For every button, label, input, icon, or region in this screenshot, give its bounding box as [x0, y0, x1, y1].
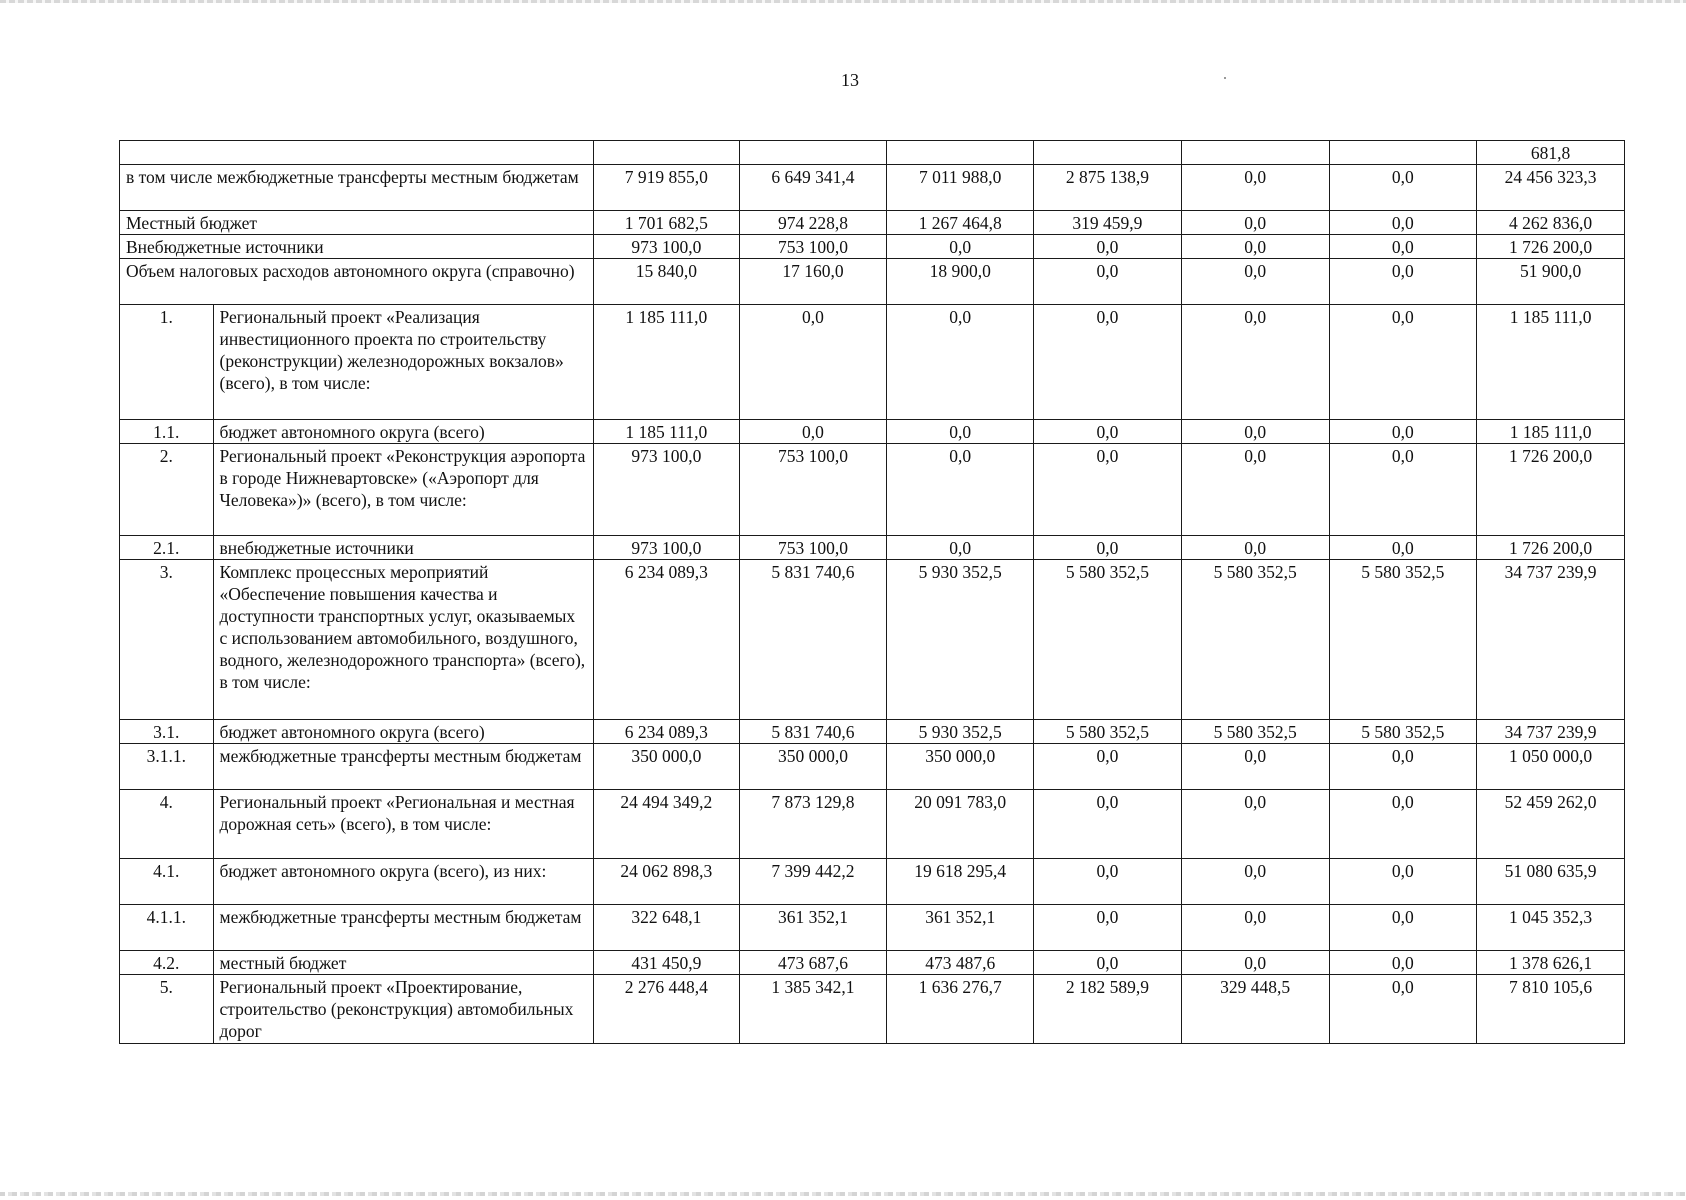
row-value: 0,0	[1181, 951, 1329, 975]
row-value: 0,0	[1034, 744, 1182, 790]
row-value: 973 100,0	[594, 444, 740, 536]
row-value: 19 618 295,4	[887, 859, 1034, 905]
row-name: местный бюджет	[213, 951, 594, 975]
row-value: 0,0	[739, 305, 887, 420]
row-value: 20 091 783,0	[887, 790, 1034, 859]
table-row	[120, 444, 1625, 536]
row-value: 5 930 352,5	[887, 560, 1034, 720]
row-value	[1329, 141, 1477, 165]
row-value: 0,0	[1034, 444, 1182, 536]
row-value: 0,0	[1329, 211, 1477, 235]
row-number: 3.	[120, 560, 214, 720]
row-value: 0,0	[887, 420, 1034, 444]
table-row	[120, 720, 1625, 744]
row-value: 2 875 138,9	[1034, 165, 1182, 211]
row-value: 0,0	[1034, 235, 1182, 259]
row-value: 0,0	[1181, 211, 1329, 235]
row-total: 34 737 239,9	[1477, 560, 1625, 720]
row-total: 681,8	[1477, 141, 1625, 165]
row-total: 34 737 239,9	[1477, 720, 1625, 744]
row-value: 0,0	[739, 420, 887, 444]
row-value: 361 352,1	[887, 905, 1034, 951]
row-value: 0,0	[1329, 951, 1477, 975]
table-row	[120, 305, 1625, 420]
row-name: в том числе межбюджетные трансферты местным бюджетам	[120, 165, 594, 211]
row-value: 0,0	[1034, 790, 1182, 859]
row-value: 6 234 089,3	[594, 560, 740, 720]
row-value: 15 840,0	[594, 259, 740, 305]
row-value: 350 000,0	[739, 744, 887, 790]
row-total: 51 080 635,9	[1477, 859, 1625, 905]
row-value: 0,0	[1329, 975, 1477, 1044]
row-name: бюджет автономного округа (всего)	[213, 720, 594, 744]
row-value: 0,0	[1329, 744, 1477, 790]
row-number: 4.2.	[120, 951, 214, 975]
row-total: 1 050 000,0	[1477, 744, 1625, 790]
row-value: 0,0	[1181, 859, 1329, 905]
row-value: 7 399 442,2	[739, 859, 887, 905]
row-name: Внебюджетные источники	[120, 235, 594, 259]
row-value	[1181, 141, 1329, 165]
row-number: 4.1.	[120, 859, 214, 905]
row-value: 6 649 341,4	[739, 165, 887, 211]
table-row	[120, 235, 1625, 259]
row-number: 4.1.1.	[120, 905, 214, 951]
row-value: 5 831 740,6	[739, 560, 887, 720]
row-name: бюджет автономного округа (всего)	[213, 420, 594, 444]
row-value	[594, 141, 740, 165]
row-value: 2 182 589,9	[1034, 975, 1182, 1044]
row-total: 1 378 626,1	[1477, 951, 1625, 975]
row-value	[887, 141, 1034, 165]
row-value: 0,0	[1034, 905, 1182, 951]
table-row	[120, 165, 1625, 211]
row-value: 0,0	[1181, 744, 1329, 790]
row-value: 0,0	[887, 444, 1034, 536]
row-value: 1 267 464,8	[887, 211, 1034, 235]
row-total: 1 045 352,3	[1477, 905, 1625, 951]
row-value: 431 450,9	[594, 951, 740, 975]
row-value: 5 580 352,5	[1181, 720, 1329, 744]
scan-speck	[1224, 77, 1226, 79]
row-number: 2.	[120, 444, 214, 536]
row-number: 2.1.	[120, 536, 214, 560]
row-value: 0,0	[1329, 165, 1477, 211]
row-value: 0,0	[1329, 259, 1477, 305]
row-value: 0,0	[1181, 790, 1329, 859]
row-value: 24 494 349,2	[594, 790, 740, 859]
row-value: 753 100,0	[739, 536, 887, 560]
row-name: Региональный проект «Реализация инвестиционного проекта по строительству (реконструкции) железнодорожных вокзалов» (всего), в том числе:	[213, 305, 594, 420]
row-value: 329 448,5	[1181, 975, 1329, 1044]
row-value: 753 100,0	[739, 235, 887, 259]
row-name: межбюджетные трансферты местным бюджетам	[213, 744, 594, 790]
table-row	[120, 859, 1625, 905]
row-value: 0,0	[1034, 420, 1182, 444]
row-value: 1 385 342,1	[739, 975, 887, 1044]
row-value: 17 160,0	[739, 259, 887, 305]
row-value: 973 100,0	[594, 235, 740, 259]
row-total: 7 810 105,6	[1477, 975, 1625, 1044]
table-row	[120, 211, 1625, 235]
row-value: 0,0	[1181, 905, 1329, 951]
row-name	[120, 141, 594, 165]
row-value: 7 873 129,8	[739, 790, 887, 859]
row-value: 1 185 111,0	[594, 305, 740, 420]
row-name: Региональный проект «Региональная и местная дорожная сеть» (всего), в том числе:	[213, 790, 594, 859]
row-value: 5 580 352,5	[1329, 720, 1477, 744]
row-value: 1 185 111,0	[594, 420, 740, 444]
row-value: 473 687,6	[739, 951, 887, 975]
row-value: 18 900,0	[887, 259, 1034, 305]
row-value: 0,0	[887, 536, 1034, 560]
row-total: 1 185 111,0	[1477, 420, 1625, 444]
row-total: 1 185 111,0	[1477, 305, 1625, 420]
table-row	[120, 560, 1625, 720]
row-value: 361 352,1	[739, 905, 887, 951]
row-total: 24 456 323,3	[1477, 165, 1625, 211]
row-number: 3.1.1.	[120, 744, 214, 790]
row-value: 0,0	[887, 235, 1034, 259]
row-total: 51 900,0	[1477, 259, 1625, 305]
row-value: 0,0	[1329, 790, 1477, 859]
row-value: 974 228,8	[739, 211, 887, 235]
row-value: 5 831 740,6	[739, 720, 887, 744]
row-value: 6 234 089,3	[594, 720, 740, 744]
row-value: 0,0	[1181, 259, 1329, 305]
row-value: 753 100,0	[739, 444, 887, 536]
row-value: 0,0	[1329, 859, 1477, 905]
row-value	[1034, 141, 1182, 165]
row-name: Местный бюджет	[120, 211, 594, 235]
row-name: Региональный проект «Проектирование, строительство (реконструкция) автомобильных дорог	[213, 975, 594, 1044]
table-row	[120, 141, 1625, 165]
row-value: 5 580 352,5	[1181, 560, 1329, 720]
scan-edge-top	[0, 0, 1686, 3]
row-value: 0,0	[1329, 305, 1477, 420]
table-row	[120, 259, 1625, 305]
row-value: 973 100,0	[594, 536, 740, 560]
row-value: 319 459,9	[1034, 211, 1182, 235]
row-name: бюджет автономного округа (всего), из них:	[213, 859, 594, 905]
row-value: 7 919 855,0	[594, 165, 740, 211]
row-number: 4.	[120, 790, 214, 859]
row-value: 5 580 352,5	[1034, 720, 1182, 744]
scan-edge-bottom	[0, 1192, 1686, 1196]
row-number: 5.	[120, 975, 214, 1044]
row-name: Объем налоговых расходов автономного округа (справочно)	[120, 259, 594, 305]
row-value: 0,0	[1181, 444, 1329, 536]
row-value: 0,0	[1181, 305, 1329, 420]
row-value: 0,0	[1181, 165, 1329, 211]
row-name: межбюджетные трансферты местным бюджетам	[213, 905, 594, 951]
row-value: 24 062 898,3	[594, 859, 740, 905]
row-value	[739, 141, 887, 165]
row-value: 0,0	[1034, 305, 1182, 420]
budget-table	[119, 140, 1625, 1044]
row-value: 5 930 352,5	[887, 720, 1034, 744]
row-value: 2 276 448,4	[594, 975, 740, 1044]
row-total: 1 726 200,0	[1477, 536, 1625, 560]
row-total: 1 726 200,0	[1477, 444, 1625, 536]
table-row	[120, 420, 1625, 444]
row-value: 0,0	[887, 305, 1034, 420]
row-number: 1.1.	[120, 420, 214, 444]
row-total: 52 459 262,0	[1477, 790, 1625, 859]
table-row	[120, 744, 1625, 790]
row-value: 0,0	[1329, 444, 1477, 536]
row-value: 0,0	[1034, 536, 1182, 560]
page-number: 13	[841, 70, 859, 90]
row-value: 350 000,0	[887, 744, 1034, 790]
row-value: 7 011 988,0	[887, 165, 1034, 211]
row-value: 0,0	[1329, 536, 1477, 560]
row-total: 4 262 836,0	[1477, 211, 1625, 235]
table-row	[120, 790, 1625, 859]
row-value: 5 580 352,5	[1329, 560, 1477, 720]
row-value: 0,0	[1181, 420, 1329, 444]
row-value: 1 636 276,7	[887, 975, 1034, 1044]
table-row	[120, 536, 1625, 560]
row-value: 0,0	[1181, 536, 1329, 560]
row-name: Комплекс процессных мероприятий «Обеспечение повышения качества и доступности транспортных услуг, оказываемых с использованием автомобильного, воздушного, водного, железнодорожного транспорта» (всего), в том числе:	[213, 560, 594, 720]
table-row	[120, 905, 1625, 951]
table-row	[120, 975, 1625, 1044]
row-number: 1.	[120, 305, 214, 420]
row-value: 350 000,0	[594, 744, 740, 790]
row-number: 3.1.	[120, 720, 214, 744]
row-value: 0,0	[1329, 235, 1477, 259]
row-value: 5 580 352,5	[1034, 560, 1182, 720]
row-name: внебюджетные источники	[213, 536, 594, 560]
row-value: 322 648,1	[594, 905, 740, 951]
row-value: 0,0	[1034, 951, 1182, 975]
row-value: 0,0	[1181, 235, 1329, 259]
row-value: 1 701 682,5	[594, 211, 740, 235]
row-value: 473 487,6	[887, 951, 1034, 975]
row-name: Региональный проект «Реконструкция аэропорта в городе Нижневартовске» («Аэропорт для Человека»)» (всего), в том числе:	[213, 444, 594, 536]
table-row	[120, 951, 1625, 975]
row-total: 1 726 200,0	[1477, 235, 1625, 259]
row-value: 0,0	[1034, 859, 1182, 905]
row-value: 0,0	[1034, 259, 1182, 305]
row-value: 0,0	[1329, 905, 1477, 951]
row-value: 0,0	[1329, 420, 1477, 444]
